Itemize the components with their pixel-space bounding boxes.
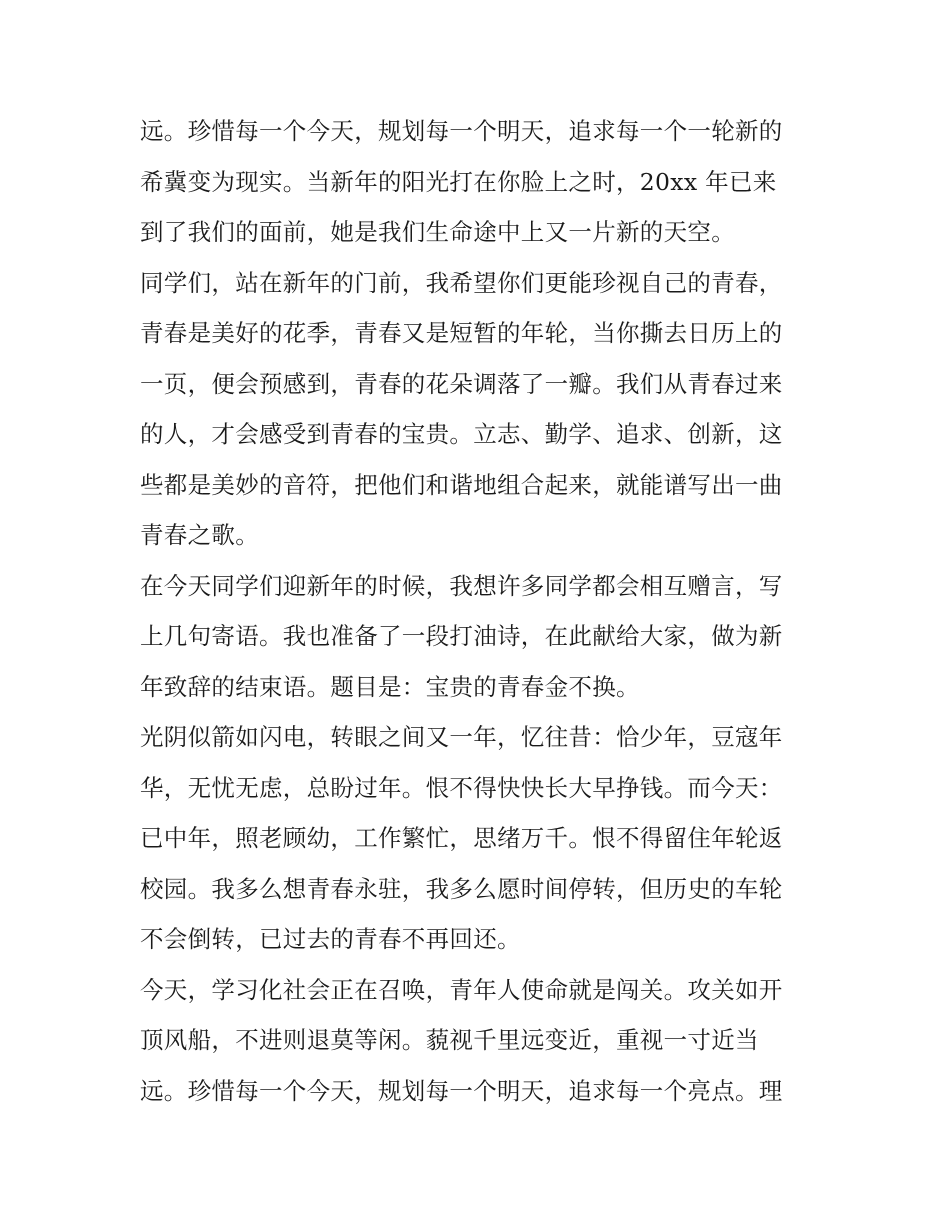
text-line: 华，无忧无虑，总盼过年。恨不得快快长大早挣钱。而今天： <box>140 773 783 802</box>
text-line: 些都是美妙的音符，把他们和谐地组合起来，就能谱写出一曲 <box>140 470 783 499</box>
text-line: 青春是美好的花季，青春又是短暂的年轮，当你撕去日历上的 <box>140 319 783 347</box>
text-line: 青春之歌。 <box>140 521 259 549</box>
text-line: 年致辞的结束语。题目是：宝贵的青春金不换。 <box>140 672 640 701</box>
text-line: 上几句寄语。我也准备了一段打油诗，在此献给大家，做为新 <box>140 622 783 650</box>
text-line: 一页，便会预感到，青春的花朵调落了一瓣。我们从青春过来 <box>140 369 783 398</box>
text-line: 到了我们的面前，她是我们生命途中上又一片新的天空。 <box>140 218 735 246</box>
text-line: 光阴似箭如闪电，转眼之间又一年，忆往昔：恰少年，豆寇年 <box>140 723 783 751</box>
text-line: 的人，才会感受到青春的宝贵。立志、勤学、追求、创新，这 <box>140 420 783 448</box>
text-line: 远。珍惜每一个今天，规划每一个明天，追求每一个亮点。理 <box>140 1076 783 1105</box>
text-line: 顶风船，不进则退莫等闲。藐视千里远变近，重视一寸近当 <box>140 1026 759 1054</box>
document-body-text <box>140 106 820 1116</box>
text-line: 远。珍惜每一个今天，规划每一个明天，追求每一个一轮新的 <box>140 117 783 145</box>
text-line: 不会倒转，已过去的青春不再回还。 <box>140 925 521 953</box>
text-line: 同学们，站在新年的门前，我希望你们更能珍视自己的青春， <box>140 268 783 297</box>
text-line: 在今天同学们迎新年的时候，我想许多同学都会相互赠言，写 <box>140 571 783 600</box>
text-line: 校园。我多么想青春永驻，我多么愿时间停转，但历史的车轮 <box>140 874 783 903</box>
text-line: 希冀变为现实。当新年的阳光打在你脸上之时，20xx 年已来 <box>140 167 777 196</box>
text-line: 今天，学习化社会正在召唤，青年人使命就是闯关。攻关如开 <box>140 975 783 1004</box>
text-line: 已中年，照老顾幼，工作繁忙，思绪万千。恨不得留住年轮返 <box>140 824 783 852</box>
